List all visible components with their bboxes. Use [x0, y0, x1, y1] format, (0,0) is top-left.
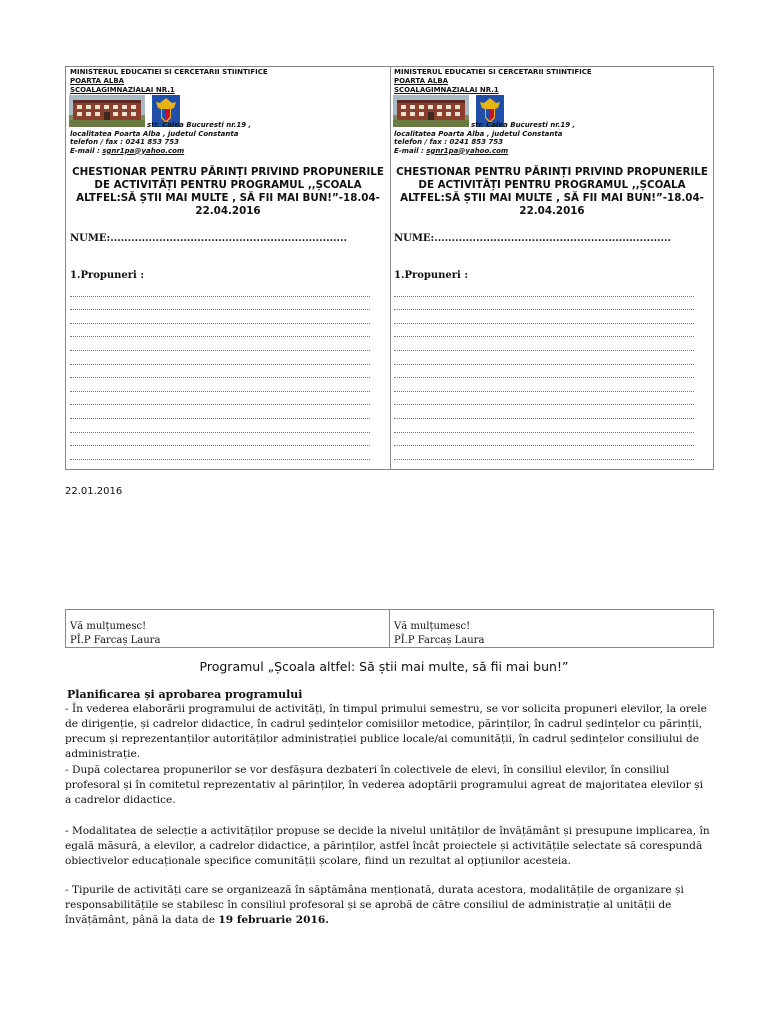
email-link[interactable]: sgnr1pa@yahoo.com: [426, 146, 509, 155]
thanks-text: Vă mulțumesc!: [394, 621, 471, 632]
school-header: [70, 68, 268, 95]
signature-table: [65, 609, 714, 648]
thanks-text: Vă mulțumesc!: [70, 621, 147, 632]
email-label: E-mail :: [394, 146, 424, 155]
planning-paragraph-3: - Modalitatea de selecție a activităților propuse se decide la nivelul unităților de învățământ și presupune implicarea, în egală măsură, a elevilor, a cadrelor didactice, a părinților, astfel încât proiectele și activitățile selectate să corespundă obiectivelor educaționale specifice comunității școlare, fiind un rezultat al opțiunilor acesteia.: [65, 825, 710, 867]
school-address: [394, 121, 575, 155]
questionnaire-copy-right: [390, 67, 714, 469]
proposals-dotted-lines: [394, 283, 694, 460]
school-name: SCOALAGIMNAZIALAI NR.1: [394, 86, 499, 94]
name-field-label: NUME:....................................................................: [394, 233, 671, 244]
school-name: SCOALAGIMNAZIALAI NR.1: [70, 86, 175, 94]
planning-paragraph-4: [65, 883, 710, 928]
signature-cell-left: [66, 610, 390, 647]
proposals-label: 1.Propuneri :: [70, 270, 145, 281]
planning-paragraph-1: - În vederea elaborării programului de activități, în timpul primului semestru, se vor solicita propuneri elevilor, la orele de dirigenție, și cadrelor didactice, în cadrul ședințelor comisiilor metodice, părinților, în cadrul ședințelor cu părinții, precum și reprezentanților autorităților administrației publice locale/ai comunității, în cadrul ședințelor consiliului de administrație.: [65, 703, 707, 760]
street-address: str. Calea Bucuresti nr.19 ,: [147, 121, 252, 129]
school-address: [70, 121, 251, 155]
phone-fax: telefon / fax : 0241 853 753: [394, 138, 504, 146]
street-address: str. Calea Bucuresti nr.19 ,: [471, 121, 576, 129]
town-name: POARTA ALBA: [394, 77, 449, 85]
proposals-label: 1.Propuneri :: [394, 270, 469, 281]
approval-deadline: 19 februarie 2016.: [218, 914, 329, 926]
program-title: Programul „Școala altfel: Să știi mai multe, să fii mai bun!”: [199, 659, 569, 674]
questionnaire-copy-left: [66, 67, 391, 469]
questionnaire-table: [65, 66, 714, 470]
questionnaire-title: CHESTIONAR PENTRU PĂRINȚI PRIVIND PROPUNERILE DE ACTIVITĂȚI PENTRU PROGRAMUL ,,ȘCOALA ALTFEL:SĂ ȘTII MAI MULTE , SĂ FII MAI BUN!”-18.04-22.04.2016: [72, 166, 384, 217]
questionnaire-title: CHESTIONAR PENTRU PĂRINȚI PRIVIND PROPUNERILE DE ACTIVITĂȚI PENTRU PROGRAMUL ,,ȘCOALA ALTFEL:SĂ ȘTII MAI MULTE , SĂ FII MAI BUN!”-18.04-22.04.2016: [396, 166, 708, 217]
signatory-name: PÎ.P Farcaș Laura: [394, 635, 485, 646]
document-date: 22.01.2016: [65, 486, 123, 497]
email-label: E-mail :: [70, 146, 100, 155]
locality: localitatea Poarta Alba , judetul Constanta: [394, 129, 563, 138]
phone-fax: telefon / fax : 0241 853 753: [70, 138, 180, 146]
planning-heading: Planificarea și aprobarea programului: [67, 688, 303, 701]
name-field-label: NUME:....................................................................: [70, 233, 347, 244]
email-link[interactable]: sgnr1pa@yahoo.com: [102, 146, 185, 155]
ministry-name: MINISTERUL EDUCATIEI SI CERCETARII STIINTIFICE: [394, 68, 592, 76]
town-name: POARTA ALBA: [70, 77, 125, 85]
paragraph-4-text: - Tipurile de activități care se organizează în săptămâna menționată, durata acestora, modalitățile de organizare și responsabilitățile se stabilesc în consiliul profesoral și se aprobă de către consiliul de administrație al unității de învățământ, până la data de: [65, 884, 684, 926]
signature-cell-right: [390, 610, 714, 647]
planning-paragraph-2: - După colectarea propunerilor se vor desfășura dezbateri în colectivele de elevi, în consiliul elevilor, în consiliul profesoral și în comitetul reprezentativ al părinților, în vederea adoptării programului agreat de majoritatea elevilor și a cadrelor didactice.: [65, 764, 703, 806]
school-header: [394, 68, 592, 95]
locality: localitatea Poarta Alba , judetul Constanta: [70, 129, 239, 138]
signatory-name: PÎ.P Farcaș Laura: [70, 635, 161, 646]
proposals-dotted-lines: [70, 283, 370, 460]
ministry-name: MINISTERUL EDUCATIEI SI CERCETARII STIINTIFICE: [70, 68, 268, 76]
